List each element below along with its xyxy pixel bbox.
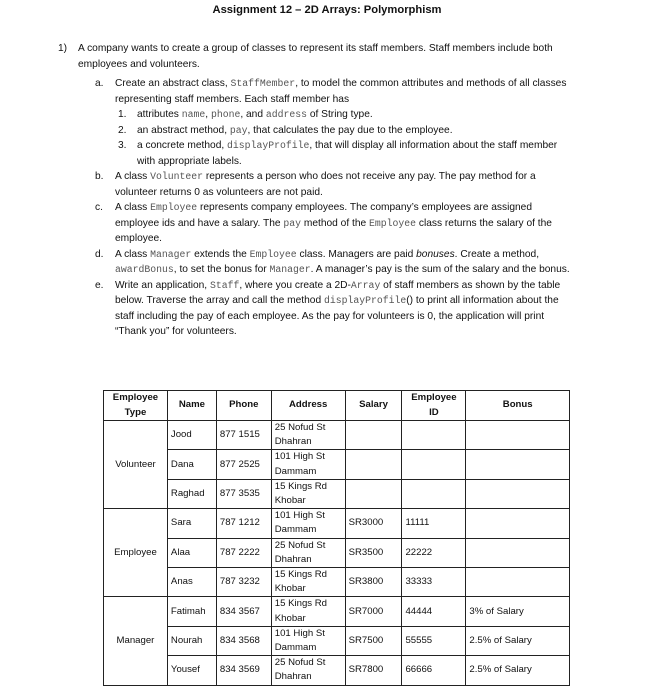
code-term: address (265, 109, 308, 120)
table-row (104, 538, 570, 567)
question-1 (58, 41, 578, 72)
text: , that will display all information about the staff member with appropriate labels. (137, 140, 558, 167)
sub-item-1 (115, 107, 575, 123)
employee-type-cell: Manager (104, 597, 168, 685)
bonus-cell (466, 509, 570, 538)
page-title: Assignment 12 – 2D Arrays: Polymorphism (212, 4, 442, 16)
text: Write an application, (115, 279, 210, 291)
table-row (104, 509, 570, 538)
table-row (104, 597, 570, 626)
text: A class (115, 248, 151, 260)
address-cell: 101 High St Dammam (271, 626, 345, 655)
employee-id-cell: 55555 (402, 626, 466, 655)
employee-id-cell: 33333 (402, 568, 466, 597)
emphasis: bonuses (416, 248, 455, 260)
text: represents company employees. The company’s employees are assigned employee ids and have a salary. The (115, 202, 533, 229)
address-cell: 25 Nofud St Dhahran (271, 421, 345, 450)
employee-id-cell (402, 450, 466, 479)
phone-cell: 834 3567 (216, 597, 271, 626)
text: extends the (191, 248, 250, 260)
name-cell: Dana (167, 450, 216, 479)
text: attributes (137, 109, 182, 120)
table-header-row (104, 391, 570, 421)
bonus-cell (466, 568, 570, 597)
question-number: 1) (58, 43, 68, 54)
table-row (104, 479, 570, 508)
code-term: awardBonus (115, 264, 174, 275)
item-c (95, 200, 575, 247)
employee-id-cell (402, 479, 466, 508)
column-header: Bonus (466, 391, 570, 421)
code-term: pay (283, 217, 302, 229)
text: , where you create a 2D- (239, 279, 351, 291)
text: , to model the common attributes and methods of all classes representing staff members. Each staff member has (115, 78, 567, 105)
sub-item-3 (115, 138, 575, 169)
code-term: Array (350, 279, 381, 291)
table-row (104, 626, 570, 655)
address-cell: 25 Nofud St Dhahran (271, 656, 345, 685)
column-header: Name (167, 391, 216, 421)
code-term: phone (210, 109, 241, 120)
name-cell: Jood (167, 421, 216, 450)
text: , and (240, 109, 266, 120)
employee-id-cell (402, 421, 466, 450)
text: class. Managers are paid (296, 248, 417, 260)
text: Create an abstract class, (115, 78, 231, 89)
code-term: displayProfile (323, 295, 407, 306)
text: , (205, 109, 211, 120)
table-row (104, 450, 570, 479)
name-cell: Raghad (167, 479, 216, 508)
address-cell: 15 Kings Rd Khobar (271, 479, 345, 508)
name-cell: Alaa (167, 538, 216, 567)
employee-id-cell: 11111 (402, 509, 466, 538)
name-cell: Yousef (167, 656, 216, 685)
text: A class (115, 202, 151, 213)
text: of String type. (307, 109, 373, 120)
name-cell: Anas (167, 568, 216, 597)
text: class returns the salary of the employee. (115, 217, 552, 244)
table-row (104, 421, 570, 450)
phone-cell: 834 3568 (216, 626, 271, 655)
address-cell: 25 Nofud St Dhahran (271, 538, 345, 567)
address-cell: 101 High St Dammam (271, 509, 345, 538)
sub-label: 3. (118, 140, 127, 151)
address-cell: 15 Kings Rd Khobar (271, 568, 345, 597)
bonus-cell (466, 538, 570, 567)
salary-cell: SR7500 (345, 626, 402, 655)
code-term: name (181, 109, 206, 120)
text: of staff members as shown by the table below. Traverse the array and call the method (115, 279, 561, 306)
employee-id-cell: 22222 (402, 538, 466, 567)
item-b (95, 169, 575, 200)
text: method of the (301, 217, 369, 229)
name-cell: Sara (167, 509, 216, 538)
code-term: Manager (269, 264, 311, 275)
text: A class (115, 171, 151, 182)
item-d (95, 247, 575, 278)
employee-type-cell: Volunteer (104, 421, 168, 509)
bonus-cell (466, 421, 570, 450)
salary-cell (345, 421, 402, 450)
salary-cell: SR7800 (345, 656, 402, 685)
employee-type-cell: Employee (104, 509, 168, 597)
text: , to set the bonus for (173, 264, 270, 275)
employee-id-cell: 66666 (402, 656, 466, 685)
text: represents a person who does not receive any pay. The pay method for a volunteer returns 0 as volunteers are not paid. (115, 171, 536, 198)
salary-cell: SR7000 (345, 597, 402, 626)
table-row (104, 656, 570, 685)
question-intro: A company wants to create a group of classes to represent its staff members. Staff members include both employees and volunteers. (78, 43, 553, 70)
column-header: Phone (216, 391, 271, 421)
code-term: Manager (150, 248, 192, 260)
text: a concrete method, (137, 140, 228, 151)
bonus-cell: 3% of Salary (466, 597, 570, 626)
name-cell: Nourah (167, 626, 216, 655)
bonus-cell (466, 479, 570, 508)
name-cell: Fatimah (167, 597, 216, 626)
address-cell: 15 Kings Rd Khobar (271, 597, 345, 626)
salary-cell (345, 450, 402, 479)
phone-cell: 877 1515 (216, 421, 271, 450)
column-header: Address (271, 391, 345, 421)
column-header: Employee Type (104, 391, 168, 421)
salary-cell: SR3800 (345, 568, 402, 597)
code-term: StaffMember (230, 78, 296, 89)
phone-cell: 877 2525 (216, 450, 271, 479)
phone-cell: 787 3232 (216, 568, 271, 597)
code-term: Volunteer (150, 171, 204, 182)
code-term: Employee (369, 217, 417, 229)
salary-cell: SR3000 (345, 509, 402, 538)
item-label: a. (95, 78, 104, 89)
code-term: pay (229, 124, 248, 136)
code-term: Employee (150, 202, 198, 213)
question-items (95, 76, 575, 340)
phone-cell: 877 3535 (216, 479, 271, 508)
item-label: b. (95, 171, 104, 182)
sub-label: 1. (118, 109, 127, 120)
text: , that calculates the pay due to the employee. (247, 124, 453, 136)
salary-cell (345, 479, 402, 508)
text: an abstract method, (137, 124, 230, 136)
staff-table (103, 390, 570, 686)
address-cell: 101 High St Dammam (271, 450, 345, 479)
bonus-cell (466, 450, 570, 479)
sub-label: 2. (118, 124, 127, 136)
item-e (95, 278, 575, 340)
code-term: Employee (249, 248, 297, 260)
text: . A manager’s pay is the sum of the salary and the bonus. (310, 264, 570, 275)
code-term: Staff (209, 279, 240, 291)
item-label: d. (95, 248, 104, 260)
table-row (104, 568, 570, 597)
text: () to print all information about the staff including the pay of each employee. As the pay for volunteers is 0, the application will print “Thank you” for volunteers. (115, 295, 559, 337)
sub-item-2 (115, 123, 575, 139)
salary-cell: SR3500 (345, 538, 402, 567)
item-a (95, 76, 575, 169)
column-header: Employee ID (402, 391, 466, 421)
employee-id-cell: 44444 (402, 597, 466, 626)
column-header: Salary (345, 391, 402, 421)
bonus-cell: 2.5% of Salary (466, 626, 570, 655)
item-label: e. (95, 279, 104, 291)
phone-cell: 787 2222 (216, 538, 271, 567)
text: . Create a method, (454, 248, 540, 260)
phone-cell: 834 3569 (216, 656, 271, 685)
phone-cell: 787 1212 (216, 509, 271, 538)
item-label: c. (95, 202, 103, 213)
bonus-cell: 2.5% of Salary (466, 656, 570, 685)
code-term: displayProfile (227, 140, 310, 151)
